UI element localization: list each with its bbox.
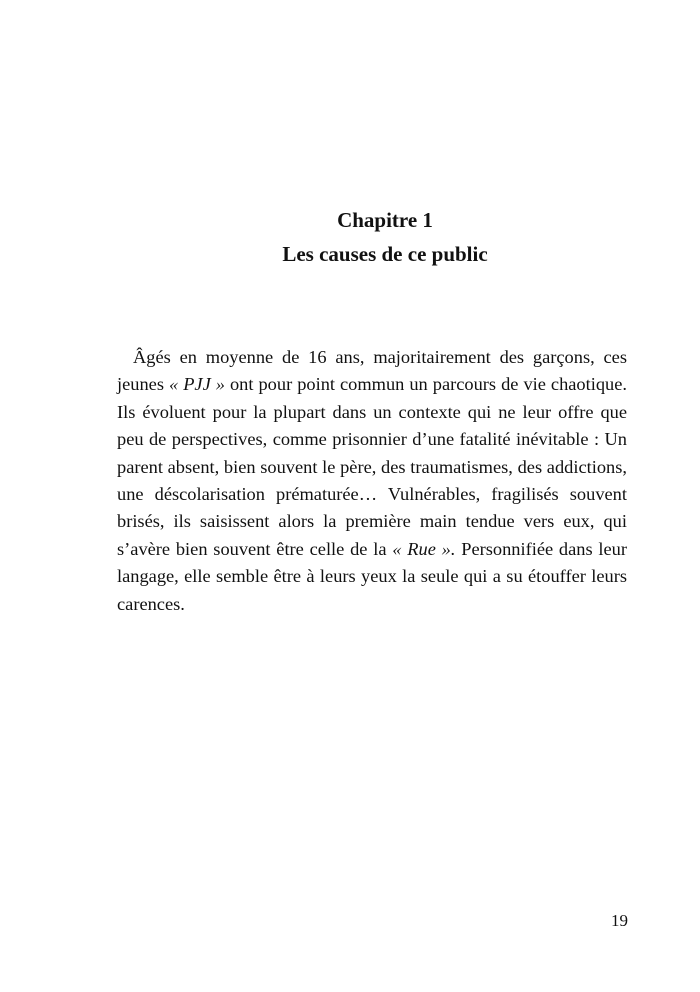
chapter-title: Les causes de ce public	[282, 242, 488, 266]
paragraph-text-2: ont pour point commun un parcours de vie chaotique. Ils évoluent pour la plupart dans un contexte qui ne leur offre que peu de perspectives, comme prisonnier d’une fatalité inévitable : Un parent absent, bien souvent le père, des traumatismes, des addictions, une déscolarisation prématurée… Vulnérables, fragilisés souvent brisés, ils saisissent alors la première main tendue vers eux, qui s’avère bien souvent être celle de la	[117, 374, 627, 559]
paragraph-emphasis-rue: « Rue ».	[392, 538, 456, 559]
body-paragraph	[117, 344, 627, 618]
chapter-number: Chapitre 1	[337, 208, 433, 232]
paragraph-emphasis-pjj: « PJJ »	[169, 374, 225, 395]
paragraph-text-1: Âgés en moyenne de 16 ans, majoritairement des garçons, ces jeunes	[117, 347, 627, 395]
page-number: 19	[611, 911, 628, 930]
paragraph-text-3: Personnifiée dans leur langage, elle semble être à leurs yeux la seule qui a su étouffer leurs carences.	[117, 538, 627, 614]
